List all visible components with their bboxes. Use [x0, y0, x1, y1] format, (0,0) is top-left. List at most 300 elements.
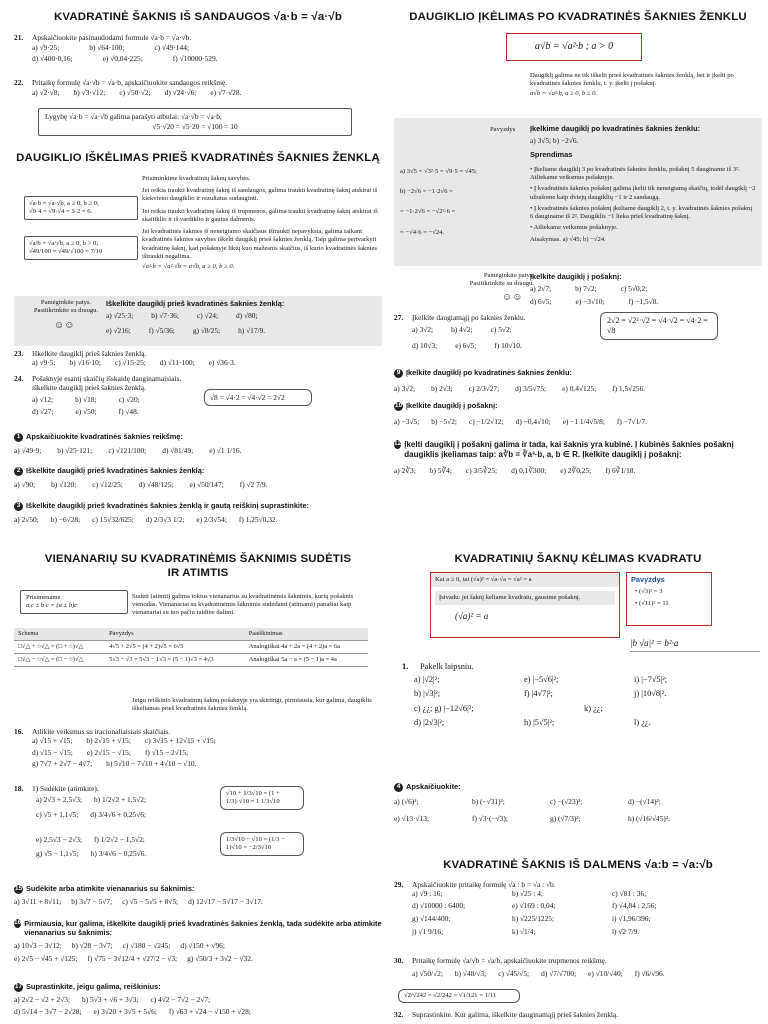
task-item: d) √150 + √96;	[180, 940, 225, 950]
task-21	[14, 33, 382, 63]
task-item: c) √49·144;	[154, 43, 189, 53]
remember-formula: a·c ± b·c = (a ± b)c	[26, 602, 78, 610]
task-item: d) √27;	[32, 406, 54, 416]
task-item: d) 2/3√3 1/2;	[145, 514, 185, 524]
task-item: g) √50/3 + 3√2 − √32.	[187, 953, 253, 963]
task-item: a) 2√2 − √2 + 2√3;	[14, 994, 71, 1004]
task-item: a) 3√11 + 8√11;	[14, 896, 62, 906]
self-check-items	[530, 272, 658, 306]
exercise-title: Įkelkite daugiklį po kvadratinės šaknies ženklu:	[406, 368, 572, 377]
task-item: a) 3√2;	[394, 383, 416, 393]
exercise-title: Pirmiausia, kur galima, iškelkite daugiklį prieš kvadratinės šaknies ženklą, tada sudėkite arba atimkite vienanarius su šaknimis:	[24, 919, 382, 938]
property-formula: √a/b = √a/√b, a ≥ 0, b > 0;	[29, 240, 99, 247]
example-task	[530, 124, 700, 159]
example-box: 1/3√10 − √10 = (1/3 − 1)√10 = −2/3√10	[220, 832, 304, 856]
task-item: c) √20;	[118, 394, 140, 404]
solution-explanation: • Į kvadratinės šaknies pošaknį įkeliame daugiklį 2, t. y. kvadratinės šaknies pošaknį 6 dauginame iš 2². Daugiklis −1 lieka prieš kvadratinę šaknį.	[530, 204, 753, 221]
task-item: c) 5√2;	[490, 325, 512, 335]
self-check-label: Pamėginkite patys. Pasitikrinkite su draugu.	[469, 272, 534, 288]
task-18	[14, 784, 214, 858]
task-item: b) (−√31)²;	[472, 796, 505, 806]
task-item: d) √7/√700;	[541, 969, 577, 979]
intro-text	[530, 72, 758, 99]
rule-formula: |b √a|² = b²·a	[630, 638, 760, 652]
task-item: h) (√16/√45)².	[628, 813, 670, 823]
task-item: a) (√6)²;	[394, 796, 419, 806]
task-item: d) √81/49;	[162, 445, 194, 455]
task-item: f) 1,25√0,32.	[238, 514, 278, 524]
task-item: g) √8/25;	[192, 325, 221, 335]
task-item: b) √7·36;	[151, 311, 179, 321]
task-number: 16.	[14, 727, 24, 736]
task-item: b) 7√2;	[575, 284, 597, 294]
theory-formula: √a²·b = √a²·√b = a√b, a ≥ 0, b ≥ 0.	[142, 263, 235, 271]
task-item: f) √6/√96.	[634, 969, 665, 979]
task-item: b) √25 : 4;	[512, 889, 543, 899]
example-item: • (√3)² = 3	[635, 588, 663, 596]
example-panel	[394, 118, 762, 266]
exercise-number-badge: 10	[394, 401, 403, 409]
section-title: KVADRATINĖ ŠAKNIS IŠ DALMENS √a:b = √a:√b	[443, 859, 713, 871]
intro-formula: a√b = √a²·b, a ≥ 0, b ≥ 0.	[530, 90, 598, 98]
task-item: g) √5 − 1,1√5;	[36, 849, 79, 858]
section-product-root	[14, 10, 382, 24]
task-item: k) ¿¿;	[584, 703, 603, 713]
table-header: Schema	[14, 628, 105, 641]
task-item: d) 12√17 − 5√17 − 3√17.	[188, 896, 263, 906]
task-item: e) √50/147;	[189, 479, 224, 489]
schema-table-wrap	[14, 628, 382, 667]
boxed-formula: (√a)² = a	[455, 611, 489, 622]
task-item: e) |−5√6|²;	[524, 674, 559, 684]
section-quotient-root	[394, 858, 762, 872]
task-16	[14, 727, 382, 768]
task-item: d) √24·√6;	[164, 88, 197, 98]
task-item: a) 10√3 − 3√12;	[14, 940, 62, 950]
task-number: 29.	[394, 880, 404, 889]
task-item: e) √50;	[75, 406, 97, 416]
exercise-16	[14, 919, 382, 963]
self-check-panel	[394, 270, 762, 310]
task-item: c) 15√32/625;	[92, 514, 134, 524]
task-30	[394, 956, 762, 979]
property-box-1	[24, 196, 138, 220]
theory-text	[142, 175, 378, 271]
table-row	[14, 641, 368, 654]
exercise-15	[14, 884, 382, 906]
task-item: e) √7·√28.	[210, 88, 242, 98]
left-column	[14, 0, 382, 1024]
exercise-17	[14, 982, 382, 1016]
task-item: f) 1/2√2 − 1,5√2;	[93, 834, 145, 844]
table-cell: 5√3 − √3 = 5√3 − 1√3 = (5 − 1)√3 = 4√3	[105, 654, 245, 667]
task-text: Pošaknyje esantį skaičių išskaidę dauginamaisiais, iškelkite daugiklį prieš šaknies ženklą.	[32, 374, 182, 393]
task-item: e) 0,4√125;	[562, 383, 597, 393]
schema-table	[14, 628, 368, 667]
task-item: f) √2 7/9.	[239, 479, 268, 489]
task-text: Įkelkite daugiamąjį po šaknies ženklu.	[412, 313, 526, 322]
task-item: e) √216;	[106, 325, 131, 335]
task-item: c) −(√23)²;	[550, 796, 583, 806]
task-item: j) |10√8|².	[634, 689, 667, 698]
task-item: e) 3√20 + 3√5 + 5√6;	[93, 1006, 157, 1016]
task-number: 24.	[14, 374, 24, 383]
table-header: Paaiškinimas	[245, 628, 368, 641]
exercise-title: Suprastinkite, jeigu galima, reiškinius:	[26, 982, 161, 991]
section-title: DAUGIKLIO IŠKĖLIMAS PRIEŠ KVADRATINĖS ŠAKNIES ŽENKLĄ	[16, 152, 380, 164]
self-check-panel	[14, 296, 382, 346]
table-row	[14, 654, 368, 667]
exercise-number-badge: 15	[14, 884, 23, 892]
task-item: a) √9 : 16;	[412, 889, 443, 899]
answer-text: Atsakymas. a) √45; b) −√24.	[530, 235, 606, 243]
task-item: a) 2√50;	[14, 514, 39, 524]
solution-step: = −1·2√6 = −√2²·6 =	[400, 208, 456, 216]
task-item: a) |√2|²;	[414, 674, 440, 684]
example-item-text: (√11)² = 11	[638, 600, 669, 608]
exercise-title: Iškelkite daugiklį prieš kvadratinės šaknies ženklą:	[26, 466, 205, 475]
task-item: e) 2,5√3 − 2√3;	[36, 834, 82, 844]
task-number: 32.	[394, 1010, 404, 1019]
task-item: g) 7√7 + 2√7 − 4√7;	[32, 758, 93, 768]
solution-step: b) −2√6 = −1·2√6 =	[400, 188, 453, 196]
section-title: DAUGIKLIO ĮKĖLIMAS PO KVADRATINĖS ŠAKNIES ŽENKLU	[409, 11, 747, 23]
table-cell: 4√5 + 2√5 = (4 + 2)√5 = 6√5	[105, 641, 245, 654]
task-item: h) √225/1225;	[512, 913, 555, 923]
self-check-title: Iškelkite daugiklį prieš kvadratinės šaknies ženklą:	[106, 299, 285, 308]
task-item: d) 0,1∛300;	[511, 466, 547, 475]
exercise-10	[394, 401, 762, 426]
task-item: d) √15 − √15;	[32, 747, 73, 757]
exercise-1	[14, 432, 382, 455]
task-item: e) 2∛0,25;	[560, 466, 592, 475]
exercise-title: Sudėkite arba atimkite vienanarius su šaknimis:	[26, 884, 195, 893]
exercise-number-badge: 12	[394, 440, 402, 448]
exercise-number-badge: 16	[14, 919, 22, 927]
task-item: b) √28 − 3√7;	[71, 940, 113, 950]
task-item: i) √1,96/396;	[612, 913, 651, 923]
task-item: c) 2/3√27;	[468, 383, 500, 393]
task-number: 21.	[14, 33, 24, 42]
note-text: Lygybę √a·b = √a·√b galima parašyti atbulai: √a·√b = √a·b,	[45, 112, 222, 121]
task-item: f) √15 − 2√15;	[144, 747, 189, 757]
section-title: KVADRATINĖ ŠAKNIS IŠ SANDAUGOS √a·b = √a·√b	[54, 11, 342, 23]
task-item: a) √15 + √15;	[32, 736, 73, 746]
task-1	[394, 662, 762, 729]
exercise-number-badge: 17	[14, 982, 23, 990]
task-item: c) √24;	[196, 311, 219, 321]
exercise-12	[394, 440, 762, 475]
task-item: f) √10000·529.	[172, 53, 218, 63]
task-item: a) √9·25;	[32, 43, 60, 53]
task-item: d) √400·0,16;	[32, 53, 73, 63]
task-29	[394, 880, 762, 936]
task-item: c) √45/√5;	[498, 969, 530, 979]
task-item: b) √120;	[51, 479, 77, 489]
task-item: f) √4,84 : 2,56;	[612, 900, 657, 910]
task-item: f) 1,5√256.	[612, 383, 646, 393]
task-32	[394, 1010, 762, 1019]
task-item: d) |2√3|²;	[414, 718, 445, 727]
task-item: e) 2√15 − √15;	[86, 747, 131, 757]
task-item: b) 5∛4;	[429, 466, 452, 475]
task-item: c) √5 + 1,1√5;	[36, 809, 79, 819]
task-item: c) 3√15 + 12√15 + √15;	[144, 736, 216, 746]
example-label: Pavyzdys	[631, 575, 665, 584]
section-squaring	[394, 552, 762, 566]
task-item: a) √49·9;	[14, 445, 42, 455]
task-item: c) 5√0,2;	[620, 284, 648, 294]
exercise-3	[14, 501, 382, 524]
task-item: k) √1/4;	[512, 927, 536, 936]
friends-icon: ☺☺	[502, 292, 523, 303]
task-item: f) √63 + √24 − √150 + √28;	[168, 1006, 251, 1016]
task-item: j) √1 9/16;	[412, 927, 444, 936]
exercise-4	[394, 782, 762, 823]
task-item: b) √25·121;	[57, 445, 93, 455]
task-item: b) √18;	[75, 394, 97, 404]
task-number: 1.	[402, 662, 409, 671]
friends-icon: ☺☺	[54, 320, 75, 331]
solution-explanation: • Įkeliame daugiklį 3 po kvadratinės šaknies ženklu, pošaknį 5 dauginame iš 3². Atliekame veiksmus pošaknyje.	[530, 166, 740, 182]
task-item: f) 10√10.	[494, 340, 522, 350]
task-item: d) 3/5√75;	[515, 383, 547, 393]
task-item: g) (√7/3)²;	[550, 813, 581, 823]
task-item: d) 5√14 − 3√7 − 2√28;	[14, 1006, 82, 1016]
task-item: a) 3√2;	[412, 325, 434, 335]
solution-explanation: • Į kvadratinės šaknies pošaknį galima įkelti tik neneigiamą skaičių, todėl daugiklį −2 užrašome kaip dviejų daugiklių −1 ir 2 sandaugą.	[530, 185, 756, 201]
task-item: b) 2√3;	[431, 383, 453, 393]
task-number: 18.	[14, 784, 24, 793]
solution-steps	[400, 168, 524, 237]
exercise-title: Įkelkite daugiklį į pošaknį:	[406, 401, 498, 410]
task-item: d) √10000 : 6400;	[412, 900, 466, 910]
remember-box	[20, 590, 128, 614]
exercise-title: Apskaičiuokite:	[406, 782, 461, 791]
task-item: a) −3√5;	[394, 416, 420, 426]
task-item: h) 5√10 − 7√10 + 4√10 − √10.	[106, 758, 197, 768]
task-item: i) |−7√5|²;	[634, 674, 668, 684]
task-item: e) √13·√13;	[394, 813, 429, 823]
task-item: e) √1 1/16.	[209, 445, 242, 455]
task-item: e) √10/√40;	[588, 969, 623, 979]
task-item: c) ¿¿; g) |−12√6|²;	[414, 703, 474, 713]
task-item: d) 6√5;	[530, 296, 552, 306]
task-item: e) √0,04·225;	[102, 53, 143, 63]
right-column	[394, 0, 762, 1024]
task-23	[14, 349, 382, 368]
solution-title: Sprendimas	[530, 149, 573, 159]
task-item: l) ¿¿.	[634, 718, 651, 727]
property-example: √49/100 = √49/√100 = 7/10	[29, 248, 103, 256]
task-item: a) 2√7;	[530, 284, 552, 294]
task-number: 22.	[14, 78, 24, 87]
task-item: c) √5 − 5√5 + 8√5;	[122, 896, 179, 906]
task-item: c) √15·25;	[114, 358, 146, 368]
task-item: c) −1/2√12;	[468, 416, 504, 426]
exercise-number-badge: 2	[14, 467, 23, 476]
task-item: e) −3√10;	[575, 296, 605, 306]
section-factor-in	[394, 10, 762, 24]
note-example: √5·√20 = √5·20 = √100 = 10	[152, 122, 238, 132]
example-box: √8 = √4·2 = √4·√2 = 2√2	[204, 389, 312, 406]
example-title: Įkelkime daugiklį po kvadratinės šaknies ženklu:	[530, 124, 701, 133]
task-item: d) √80;	[236, 311, 258, 321]
table-cell: □√△ + ○√△ = (□ + ○)√△	[14, 641, 105, 654]
task-item: b) 4√2;	[451, 325, 473, 335]
key-formula-box: a√b = √a²·b ; a > 0	[506, 33, 642, 61]
task-item: c) 3/5∛25;	[465, 466, 498, 475]
task-text: Pritaikę formulę √a/√b = √a/b, apskaičiuokite trupmenos reikšmę.	[412, 956, 607, 965]
table-cell: □√△ − ○√△ = (□ − ○)√△	[14, 654, 105, 667]
solution-explanations	[530, 166, 756, 244]
task-item: e) 2√5 − √45 + √125;	[14, 953, 78, 963]
task-item: b) 1/2√2 + 1,5√2;	[93, 795, 147, 805]
exercise-number-badge: 4	[394, 783, 403, 792]
task-27	[394, 313, 594, 350]
note-box	[38, 108, 352, 136]
task-item: a) √2·√8;	[32, 88, 60, 98]
task-item: f) −1,5√8.	[628, 296, 659, 306]
task-item: l) √2 7/9.	[612, 927, 640, 936]
exercise-2	[14, 466, 382, 489]
example-box: √2/√242 = √2/242 = √1/121 = 1/11	[398, 989, 520, 1003]
self-check-label: Pamėginkite patys. Pasitikrinkite su draugu.	[33, 299, 99, 315]
task-item: f) 6∛1/18.	[605, 466, 636, 475]
task-text: 1) Sudėkite (atimkite).	[32, 784, 99, 793]
example-box: 2√2 = √2²·√2 = √4·√2 = √4·2 = √8	[600, 312, 718, 340]
task-text: Apskaičiuokite pasinaudodami formule √a·b = √a·√b.	[32, 33, 192, 42]
task-item: e) 6√5;	[455, 340, 477, 350]
task-item: b) |√3|²;	[414, 689, 441, 698]
self-check-title: Įkelkite daugiklį į pošaknį:	[530, 272, 622, 281]
task-item: e) 2/3√54;	[196, 514, 227, 524]
theory-remember: Prisiminkime kvadratinių šaknų savybes.	[142, 175, 251, 182]
task-item: c) 4√2 − 7√2 − 2√7;	[150, 994, 211, 1004]
exercise-title: Apskaičiuokite kvadratinės šaknies reikšmę:	[26, 432, 183, 441]
task-item: h) √17/9.	[238, 325, 266, 335]
task-item: a) √25·3;	[106, 311, 134, 321]
property-example: √9·4 = √9·√4 = 3·2 = 6.	[29, 208, 93, 216]
task-item: b) −5√2;	[431, 416, 457, 426]
task-item: f) √75 − 3√12/4 + √27/2 − √3;	[87, 953, 178, 963]
task-item: f) √48.	[118, 406, 139, 416]
rule-text: Sudėti (atimti) galima tokius vienanarius su kvadratinėmis šaknimis, kurių pošaknis vienodas. Vienanariai su kvadratinėmis šaknimis sudedami (atimami) panašiai kaip vienanariai su tuo pačiu raidine dalimi.	[132, 593, 354, 617]
task-text: Iškelkite daugiklį prieš šaknies ženklą.	[32, 349, 147, 358]
table-cell: Analogiškai 5a − a = (5 − 1)a = 4a	[245, 654, 368, 667]
task-item: a) 2√3 + 2,5√3;	[36, 795, 82, 805]
example-box: √10 + 1/3√10 = (1 + 1/3)·√10 = 1 1/3√10	[220, 786, 304, 810]
task-item: b) √64·100;	[89, 43, 125, 53]
section-factor-out	[14, 151, 382, 165]
task-item: c) √50·√2;	[119, 88, 151, 98]
task-item: b) 2√15 + √15;	[86, 736, 131, 746]
task-item: d) √11·100;	[159, 358, 195, 368]
task-24	[14, 374, 204, 416]
task-item: d) 10√3;	[412, 340, 438, 350]
example-box-red	[626, 572, 712, 626]
example-item-text: (√3)² = 3	[638, 588, 663, 596]
task-item: b) −6√28;	[50, 514, 81, 524]
remember-label: Prisimename	[26, 594, 61, 601]
task-item: f) |4√7|²;	[524, 689, 553, 698]
section-title: VIENANARIŲ SU KVADRATINĖMIS ŠAKNIMIS SUDĖTIS IR ATIMTIS	[44, 553, 352, 580]
task-item: c) √81 : 36;	[612, 889, 647, 899]
task-item: h) 3/4√6 − 0,25√6.	[90, 849, 147, 858]
hint-text: Įsivadu: jei šaknį keliame kvadratu, gausime pošaknį.	[435, 591, 615, 605]
example-label: Pavyzdys	[490, 126, 516, 133]
self-check-items	[106, 299, 284, 335]
solution-explanation: • Atliekame veiksmus pošaknyje.	[530, 224, 618, 232]
task-item: d) −0,4√10;	[515, 416, 551, 426]
solution-step: a) 3√5 = √3²·5 = √9·5 = √45;	[400, 168, 477, 175]
theory-p1: Jei reikia traukti kvadratinę šaknį iš sandaugos, galima traukti kvadratinę šaknį atskirai iš kiekvieno daugiklio ir rezultatus sudauginti.	[142, 187, 378, 203]
property-formula: √a·b = √a·√b, a ≥ 0, b ≥ 0;	[29, 200, 99, 207]
theory-p2: Jei reikia traukti kvadratinę šaknį iš trupmenos, galima traukti kvadratinę šaknį atskirai iš skaitiklio ir iš vardiklio ir gautus dalmenis.	[142, 207, 378, 223]
task-item: h) |5√5|²;	[524, 718, 555, 727]
exercise-title: Iškelkite daugiklį prieš kvadratinės šaknies ženklą ir gautą reiškinį suprastinkite:	[26, 501, 310, 510]
exercise-number-badge: 3	[14, 502, 23, 511]
task-item: a) √90;	[14, 479, 36, 489]
theory-p3: Jei kvadratinės šaknies iš neneigiamo skaičiaus ištraukti nepavyksta, galima taikant kvadratinės šaknies savybes iškelti daugiklį prieš šaknies ženklą. Taip galima pertvarkyti kvadratinę šaknį, kad pošaknyje liktų kuo mažesnis skaičius, iš kurio kvadratinės šaknies ištraukti negalima.	[142, 228, 377, 260]
task-item: f) −7√1/7.	[616, 416, 647, 426]
task-item: d) √48/125;	[138, 479, 174, 489]
task-text: Atlikite veiksmus su iracionaliaisiais skaičiais.	[32, 727, 171, 736]
task-text: Suprastinkite. Kur galima, iškelkite dauginamąjį prieš šaknies ženklą.	[412, 1010, 619, 1019]
exercise-title: Įkelti daugiklį į pošaknį galima ir tada, kai šaknis yra kubinė. Į kubinės šaknies pošaknį daugiklis įkeliamas taip: a∛b = ∛a³·b, a, b ∈ R. Įkelkite daugiklį į pošaknį:	[404, 440, 734, 459]
task-item: e) √36·3.	[208, 358, 236, 368]
example-item: • (√11)² = 11	[635, 600, 669, 608]
task-item: c) √12/25;	[92, 479, 123, 489]
after-table-text: Jeigu reiškinio kvadratinių šaknų pošaknyje yra skirtingi, pirmiausia, kur galima, daugiklis iškeliamas prieš kvadratinės šaknies ženklą.	[132, 697, 372, 713]
task-number: 23.	[14, 349, 24, 358]
exercise-9	[394, 368, 762, 393]
task-item: b) √3·√12;	[73, 88, 106, 98]
task-item: g) √144/400;	[412, 913, 451, 923]
task-text: Pakelk laipsniu.	[420, 662, 474, 671]
solution-step: = −√4·6 = −√24.	[400, 228, 445, 236]
task-item: b) 5√3 + √6 + 3√3;	[82, 994, 139, 1004]
task-number: 30.	[394, 956, 404, 965]
task-item: b) 3√7 − 5√7;	[71, 896, 113, 906]
section-add-subtract	[14, 552, 382, 581]
task-item: e) −1 1/4√5/8;	[562, 416, 605, 426]
task-item: e) √169 : 0,04;	[512, 900, 556, 910]
task-item: a) √9·5;	[32, 358, 56, 368]
section-title: KVADRATINIŲ ŠAKNŲ KĖLIMAS KVADRATU	[454, 553, 702, 565]
task-item: a) √12;	[32, 394, 54, 404]
task-item: b) √48/√3;	[454, 969, 487, 979]
intro-paragraph: Daugiklį galima ne tik iškelti prieš kvadratinės šaknies ženklą, bet ir įkelti po kvadratinės šaknies ženklu, t. y. įkelti į pošaknį.	[530, 72, 734, 88]
exercise-number-badge: 9	[394, 369, 403, 378]
rule-box	[430, 572, 620, 638]
table-cell: Analogiškai 4a + 2a = (4 + 2)a = 6a	[245, 641, 368, 654]
task-item: a) √50/√2;	[412, 969, 443, 979]
task-item: f) √5/36;	[148, 325, 175, 335]
task-text: Pritaikę formulę √a·√b = √a·b, apskaičiuokite sandaugos reikšmę.	[32, 78, 228, 87]
example-items: a) 3√5; b) −2√6.	[530, 136, 579, 146]
task-item: a) 2∛3;	[394, 466, 416, 475]
task-item: c) √180 − √245;	[122, 940, 171, 950]
task-item: b) √16·10;	[69, 358, 101, 368]
rule-text: Kai a ≥ 0, tai (√a)² = √a·√a = √a² = a	[431, 573, 619, 587]
exercise-number-badge: 1	[14, 433, 23, 442]
task-text: Apskaičiuokite pritaikę formulę √a : b = √a : √b.	[412, 880, 556, 889]
task-item: d) −(√14)²;	[628, 796, 661, 806]
table-header: Pavyzdys	[105, 628, 245, 641]
task-item: d) 3/4√6 + 0,25√6;	[90, 809, 147, 819]
task-22	[14, 78, 382, 98]
